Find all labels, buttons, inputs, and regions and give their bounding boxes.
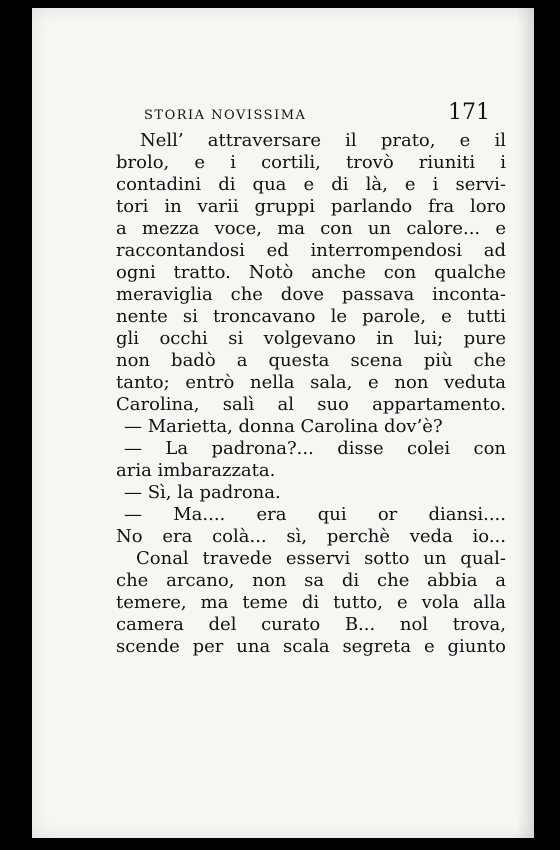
text-line: aria imbarazzata. bbox=[116, 460, 276, 481]
body-text bbox=[116, 130, 506, 658]
page-edge-shadow bbox=[516, 8, 534, 838]
text-line: tori in varii gruppi parlando fra loro bbox=[116, 196, 506, 217]
text-line: camera del curato B... nol trova, bbox=[116, 614, 506, 635]
text-line: — Marietta, donna Carolina dov’è? bbox=[124, 416, 443, 437]
text-line: non badò a questa scena più che bbox=[116, 350, 506, 371]
text-line: scende per una scala segreta e giunto bbox=[116, 636, 506, 657]
text-line: — Sì, la padrona. bbox=[124, 482, 281, 503]
text-line: a mezza voce, ma con un calore... e bbox=[116, 218, 506, 239]
text-line: — La padrona?... disse colei con bbox=[124, 438, 506, 459]
text-line: che arcano, non sa di che abbia a bbox=[116, 570, 506, 591]
text-line: ogni tratto. Notò anche con qualche bbox=[116, 262, 506, 283]
text-line: — Ma.... era qui or diansi.... bbox=[124, 504, 506, 525]
text-line: tanto; entrò nella sala, e non veduta bbox=[116, 372, 506, 393]
text-line: meraviglia che dove passava inconta- bbox=[116, 284, 506, 305]
page-number: 171 bbox=[448, 100, 490, 125]
text-line: No era colà... sì, perchè veda io... bbox=[116, 526, 506, 547]
text-line: Nell’ attraversare il prato, e il bbox=[140, 130, 506, 151]
text-line: Conal travede esservi sotto un qual- bbox=[136, 548, 506, 569]
text-line: nente si troncavano le parole, e tutti bbox=[116, 306, 506, 327]
running-title: STORIA NOVISSIMA bbox=[144, 108, 307, 123]
text-line: temere, ma teme di tutto, e vola alla bbox=[116, 592, 506, 613]
text-line: Carolina, salì al suo appartamento. bbox=[116, 394, 506, 415]
text-line: raccontandosi ed interrompendosi ad bbox=[116, 240, 506, 261]
page-header bbox=[144, 100, 490, 130]
text-line: contadini di qua e di là, e i servi- bbox=[116, 174, 506, 195]
book-page bbox=[32, 8, 534, 838]
text-line: brolo, e i cortili, trovò riuniti i bbox=[116, 152, 506, 173]
text-line: gli occhi si volgevano in lui; pure bbox=[116, 328, 506, 349]
